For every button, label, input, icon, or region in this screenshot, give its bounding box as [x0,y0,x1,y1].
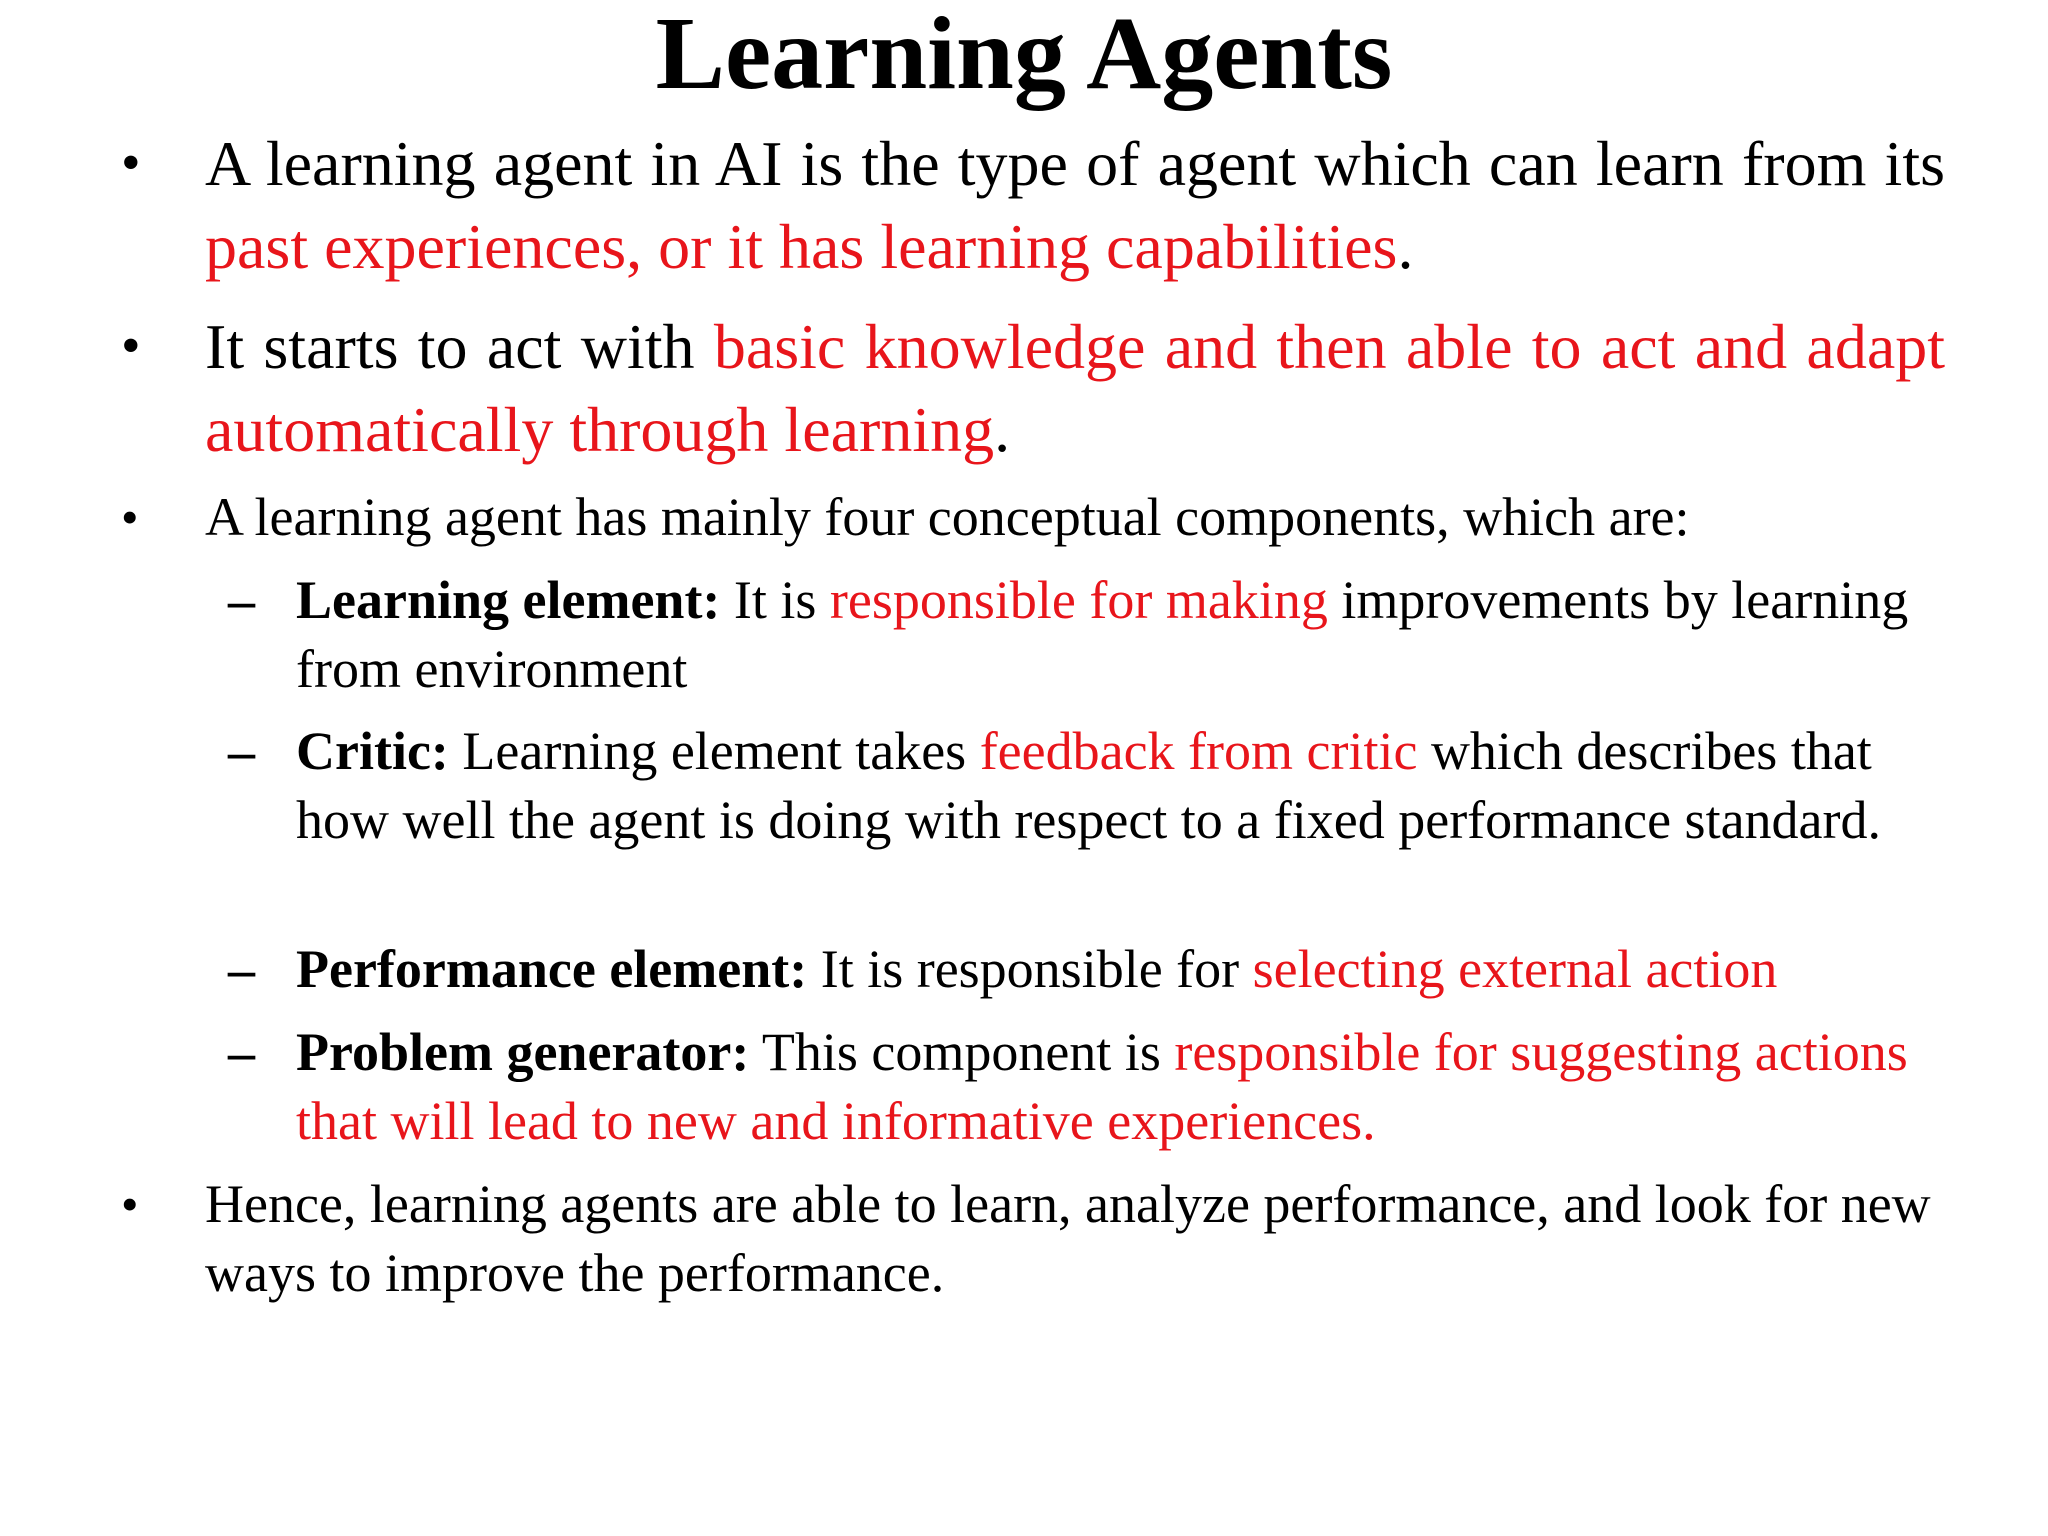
component-text-end: which describes that how well the agent is doing with respect to a fixed performance standard. [296,721,1881,850]
bullet-four-components [121,483,1945,552]
slide-title: Learning Agents [655,0,1393,111]
bullet-text: It starts to act with [205,311,714,382]
component-term: Performance element: [296,939,808,999]
bullet-text-end: . [994,394,1011,465]
component-text: It is responsible for [807,939,1253,999]
dash-icon: – [228,570,255,630]
dash-icon: – [228,939,255,999]
bullet-text: Hence, learning agents are able to learn, analyze performance, and look for new ways to improve the performance. [205,1174,1931,1303]
component-term: Critic: [296,721,449,781]
component-highlight: responsible for suggesting actions that will lead to new and informative experiences. [296,1022,1908,1151]
component-text: It is [720,570,830,630]
bullet-text-end: . [1397,211,1414,282]
bullet-icon: • [121,132,141,194]
component-term: Learning element: [296,570,721,630]
dash-icon: – [228,721,255,781]
bullet-learning-agent-definition [121,122,1945,288]
bullet-highlight: past experiences, or it has learning capabilities [205,211,1398,282]
bullet-text: A learning agent has mainly four conceptual components, which are: [205,487,1690,547]
bullet-conclusion [121,1170,1945,1308]
component-problem-generator [228,1018,1946,1156]
component-highlight: responsible for making [829,570,1328,630]
component-highlight: feedback from critic [979,721,1418,781]
component-highlight: selecting external action [1252,939,1778,999]
bullet-icon: • [121,1176,139,1232]
component-text-end: improvements by learning from environment [296,570,1909,699]
component-term: Problem generator: [296,1022,750,1082]
bullet-basic-knowledge [121,305,1946,471]
bullet-icon: • [121,489,139,545]
component-critic [228,717,1946,855]
bullet-icon: • [121,315,141,377]
bullet-text: A learning agent in AI is the type of agent which can learn from its [205,128,1945,199]
component-text: Learning element takes [448,721,980,781]
component-text: This component is [749,1022,1175,1082]
dash-icon: – [228,1022,255,1082]
bullet-highlight: basic knowledge and then able to act and adapt automatically through learning [205,311,1946,465]
component-learning-element [228,566,1946,704]
component-performance-element [228,935,1946,1004]
